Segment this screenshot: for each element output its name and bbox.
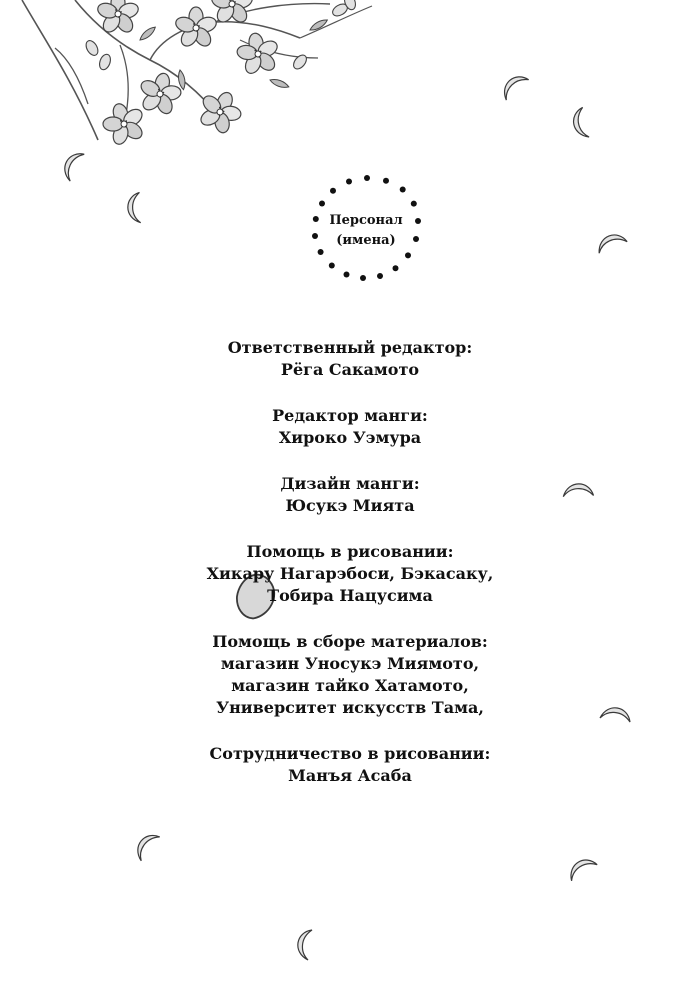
credit-role: Дизайн манги: [280,474,420,493]
staff-section-subtitle: (имена) [336,233,396,248]
credit-name: Хикару Нагарэбоси, Бэкасаку, [206,564,494,583]
credit-name: Хироко Уэмура [278,428,422,447]
credit-name: Тобира Нацусима [267,586,433,605]
credit-name: Университет искусств Тама, [216,698,484,717]
credit-block [150,743,550,787]
credit-role: Редактор манги: [272,406,428,425]
credit-block [150,405,550,449]
credit-block [150,337,550,381]
credit-name: Рёга Сакамото [280,360,420,379]
credit-name: Манъя Асаба [288,766,412,785]
credit-block [150,631,550,719]
cherry-blossom-branch [22,0,372,151]
credit-block [150,473,550,517]
credit-role: Помощь в сборе материалов: [212,632,488,651]
credit-name: магазин Уносукэ Миямото, [220,654,480,673]
staff-section-title: Персонал [329,213,403,228]
credits-list [150,337,550,811]
credit-role: Ответственный редактор: [227,338,473,357]
credit-role: Помощь в рисовании: [246,542,454,561]
credit-block [150,541,550,607]
staff-section-label [304,211,428,251]
credit-role: Сотрудничество в рисовании: [209,744,491,763]
credit-name: Юсукэ Мията [285,496,415,515]
credit-name: магазин тайко Хатамото, [231,676,469,695]
